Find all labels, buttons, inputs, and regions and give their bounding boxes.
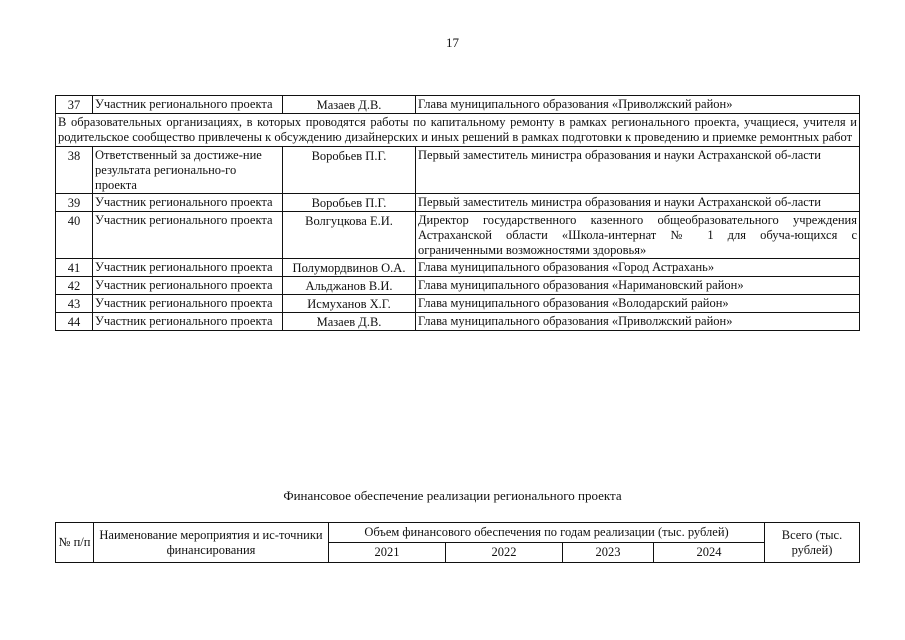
participant-row	[56, 277, 860, 295]
participant-role: Участник регионального проекта	[93, 313, 283, 331]
participant-name: Исмуханов Х.Г.	[283, 295, 416, 313]
participant-name: Волгуцкова Е.И.	[283, 212, 416, 259]
participant-name: Воробьев П.Г.	[283, 194, 416, 212]
participants-rows-top	[56, 96, 860, 114]
participant-position: Глава муниципального образования «Город Астрахань»	[416, 259, 860, 277]
participant-position: Директор государственного казенного общеобразовательного учреждения Астраханской области «Школа-интернат № 1 для обуча-ющихся с ограниченными возможностями здоровья»	[416, 212, 860, 259]
finance-year-1: 2021	[329, 543, 446, 563]
participant-name: Воробьев П.Г.	[283, 147, 416, 194]
finance-header-row-1	[56, 523, 860, 543]
participant-role: Участник регионального проекта	[93, 259, 283, 277]
finance-col-total: Всего (тыс. рублей)	[765, 523, 860, 563]
row-number: 42	[56, 277, 93, 295]
participant-name: Альджанов В.И.	[283, 277, 416, 295]
finance-year-4: 2024	[654, 543, 765, 563]
finance-year-3: 2023	[563, 543, 654, 563]
page-number: 17	[446, 35, 459, 50]
row-number: 39	[56, 194, 93, 212]
row-number: 37	[56, 96, 93, 114]
finance-col-name: Наименование мероприятия и ис-точники финансирования	[94, 523, 329, 563]
project-participants-table	[55, 95, 860, 331]
participant-position: Первый заместитель министра образования и науки Астраханской об-ласти	[416, 147, 860, 194]
participant-role: Участник регионального проекта	[93, 194, 283, 212]
participant-position: Глава муниципального образования «Приволжский район»	[416, 313, 860, 331]
participant-position: Глава муниципального образования «Володарский район»	[416, 295, 860, 313]
participant-position: Глава муниципального образования «Приволжский район»	[416, 96, 860, 114]
participant-row	[56, 212, 860, 259]
participants-rows-bottom	[56, 147, 860, 331]
row-number: 44	[56, 313, 93, 331]
participant-position: Глава муниципального образования «Наримановский район»	[416, 277, 860, 295]
finance-col-volume: Объем финансового обеспечения по годам реализации (тыс. рублей)	[329, 523, 765, 543]
participant-role: Ответственный за достиже-ние результата регионально-го проекта	[93, 147, 283, 194]
note-text: В образовательных организациях, в которых проводятся работы по капитальному ремонту в рамках регионального проекта, учащиеся, учителя и родительское сообщество привлечены к обсуждению дизайнерских и иных решений в рамках подготовки к проведению и приемке ремонтных работ	[56, 114, 860, 147]
participant-row	[56, 194, 860, 212]
participant-row	[56, 147, 860, 194]
participant-name: Полумордвинов О.А.	[283, 259, 416, 277]
row-number: 40	[56, 212, 93, 259]
participant-name: Мазаев Д.В.	[283, 96, 416, 114]
row-number: 38	[56, 147, 93, 194]
note-row	[56, 114, 860, 147]
participant-position: Первый заместитель министра образования и науки Астраханской об-ласти	[416, 194, 860, 212]
row-number: 43	[56, 295, 93, 313]
participant-row	[56, 313, 860, 331]
finance-table	[55, 522, 860, 563]
participant-row	[56, 259, 860, 277]
note-section	[56, 114, 860, 147]
participant-role: Участник регионального проекта	[93, 96, 283, 114]
row-number: 41	[56, 259, 93, 277]
participant-role: Участник регионального проекта	[93, 295, 283, 313]
finance-col-number: № п/п	[56, 523, 94, 563]
participant-role: Участник регионального проекта	[93, 212, 283, 259]
finance-year-2: 2022	[446, 543, 563, 563]
participant-row	[56, 295, 860, 313]
finance-section-title: Финансовое обеспечение реализации регионального проекта	[283, 488, 622, 503]
participant-name: Мазаев Д.В.	[283, 313, 416, 331]
participant-role: Участник регионального проекта	[93, 277, 283, 295]
participant-row	[56, 96, 860, 114]
